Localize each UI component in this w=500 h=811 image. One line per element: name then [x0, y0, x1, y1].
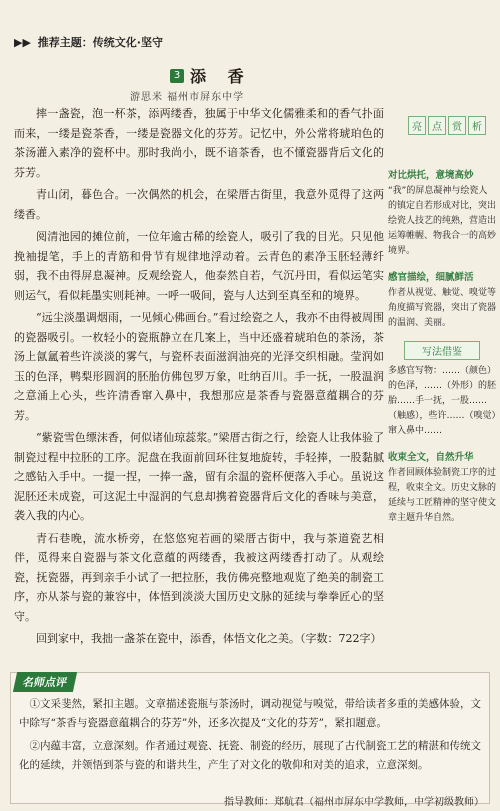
- highlight-sidebar: [388, 116, 496, 536]
- topic-label: 推荐主题：传统文化·坚守: [37, 36, 163, 49]
- teacher-review-box: [10, 672, 490, 804]
- sidebar-note: [388, 269, 496, 331]
- sidebar-heading-char: 亮: [408, 116, 426, 135]
- sidebar-note-body: 多感官写物：……（颜色）的色泽，……（外形）的胚胎……手一抚，一股……（触感），些许……（嗅觉）窜入鼻中……: [388, 366, 497, 436]
- sidebar-heading: [408, 116, 496, 135]
- paragraph: 青石巷晚，流水桥旁，在悠悠宛若画的梁厝古街中，我与茶道瓷艺相伴，觅得来自瓷器与茶文化意蕴的两缕香，我被这两缕香打动了。从观绘瓷，抚瓷器，再到亲手小试了一把拉胚，我仿佛亮整地观览了绝美的制瓷工序，亦从茶与瓷的兼容中，体悟到淡淡大国历史文脉的延续与拳拳匠心的坚守。: [14, 531, 384, 623]
- sidebar-note-body: 作者回顾体验制瓷工序的过程，收束全文。历史文脉的延续与工匠精神的坚守使文章主题升华自然。: [388, 468, 497, 523]
- article-number-badge: 3: [170, 69, 184, 83]
- paragraph: “紫瓷雪色缥沫香，何似诸仙琼蕊浆。”梁厝古街之行，绘瓷人让我体验了制瓷过程中拉胚的工序。泥盘在我面前回环往复地旋转，手轻捧，一股黏腻之感钻入手中。一提一捏，一捧一盏，留有余温的瓷杯便落入手心。虽说这泥胚还未成瓷，可这泥土中湿润的气息却携着瓷器背后文化的香味与美意，袭入我的内心。: [14, 431, 384, 522]
- double-arrow-icon: ▶▶: [14, 36, 31, 49]
- sidebar-note-title: 对比烘托，意境高妙: [388, 170, 474, 181]
- review-tab: 名师点评: [13, 672, 77, 692]
- article-title: 添 香: [190, 67, 252, 86]
- sidebar-heading-char: 点: [428, 116, 446, 135]
- sidebar-note: [388, 167, 496, 259]
- paragraph: 摔一盏瓷，泡一杯茶，添两缕香，独属于中华文化儒雅柔和的香气扑面而来，一缕是瓷茶香，一缕是瓷器文化的芬芳。记忆中，外公常将琥珀色的茶汤灌入素净的瓷杯中。那时我尚小，既不谙茶香，也不懂瓷器背后文化的芬芳。: [14, 107, 384, 179]
- sidebar-heading-char: 析: [468, 116, 486, 135]
- article-title-row: [170, 64, 252, 87]
- paragraph: “远尘淡墨调烟雨，一见倾心佛画台。”看过绘瓷之人，我亦不由得被周围的瓷器吸引。一枚轻小的瓷瓶静立在几案上，当中还盛着琥珀色的茶汤，茶汤上氤氲着些许淡淡的雾气，与瓷杯表面滋润油亮的光泽交织相融。莹润如玉的色泽，鸭梨形圆润的胚胎仿佛包罗万象，吐纳百川。手一抚，一股温润之意涌上心头，些许清香窜入鼻中，我想那应是茶香与瓷器意蕴耦合的芬芳。: [14, 311, 384, 422]
- sidebar-note-title: 写法借鉴: [404, 341, 480, 360]
- article-author: 游思米 福州市屏东中学: [130, 92, 245, 103]
- review-item: ②内蕴丰富，立意深刻。作者通过观瓷、抚瓷、制瓷的经历，展现了古代制瓷工艺的精湛和传统文化的延续，并领悟到茶与瓷的和谐共生，产生了对文化的敬仰和对美的追求，立意深刻。: [19, 740, 481, 771]
- paragraph: 阅清池园的摊位前，一位年逾古稀的绘瓷人，吸引了我的目光。只见他挽袖提笔，手上的青筋和骨节有规律地浮动着。云青色的素净玉胚轻薄纤弱，我不由得屏息凝神。反观绘瓷人，他泰然自若，气沉丹田，看似运笔实则运气，看似耗墨实则耗神。一呼一吸间，瓷与人达到至真至和的境界。: [14, 230, 384, 302]
- article-body: [14, 104, 384, 652]
- sidebar-note-body: “我”的屏息凝神与绘瓷人的镇定自若形成对比，突出绘瓷人技艺的纯熟，营造出运筹帷幄、物我合一的高妙境界。: [388, 186, 497, 256]
- paragraph: 青山闭，暮色合。一次偶然的机会，在梁厝古街里，我意外觅得了这两缕香。: [14, 188, 384, 221]
- sidebar-note-title: 收束全文，自然升华: [388, 452, 474, 463]
- review-item: ①文采斐然，紧扣主题。文章描述瓷瓶与茶汤时，调动视觉与嗅觉，带给读者多重的美感体验，文中除写“茶香与瓷器意蕴耦合的芬芳”外，还多次提及“文化的芬芳”，紧扣题意。: [19, 698, 481, 729]
- sidebar-note-title: 感官描绘，细腻鲜活: [388, 272, 474, 283]
- sidebar-note: [388, 449, 496, 526]
- sidebar-heading-char: 赏: [448, 116, 466, 135]
- topic-header: [14, 34, 163, 50]
- review-body: [19, 695, 481, 779]
- sidebar-note: [388, 341, 496, 439]
- paragraph: 回到家中，我拙一盏茶在瓷中，添香，体悟文化之美。（字数：722字）: [36, 632, 382, 645]
- teacher-credit: 指导教师：郑航君（福州市屏东中学教师，中学初级教师）: [224, 797, 484, 808]
- sidebar-note-body: 作者从视觉、触觉、嗅觉等角度描写瓷器，突出了瓷器的温润、美丽。: [388, 288, 497, 328]
